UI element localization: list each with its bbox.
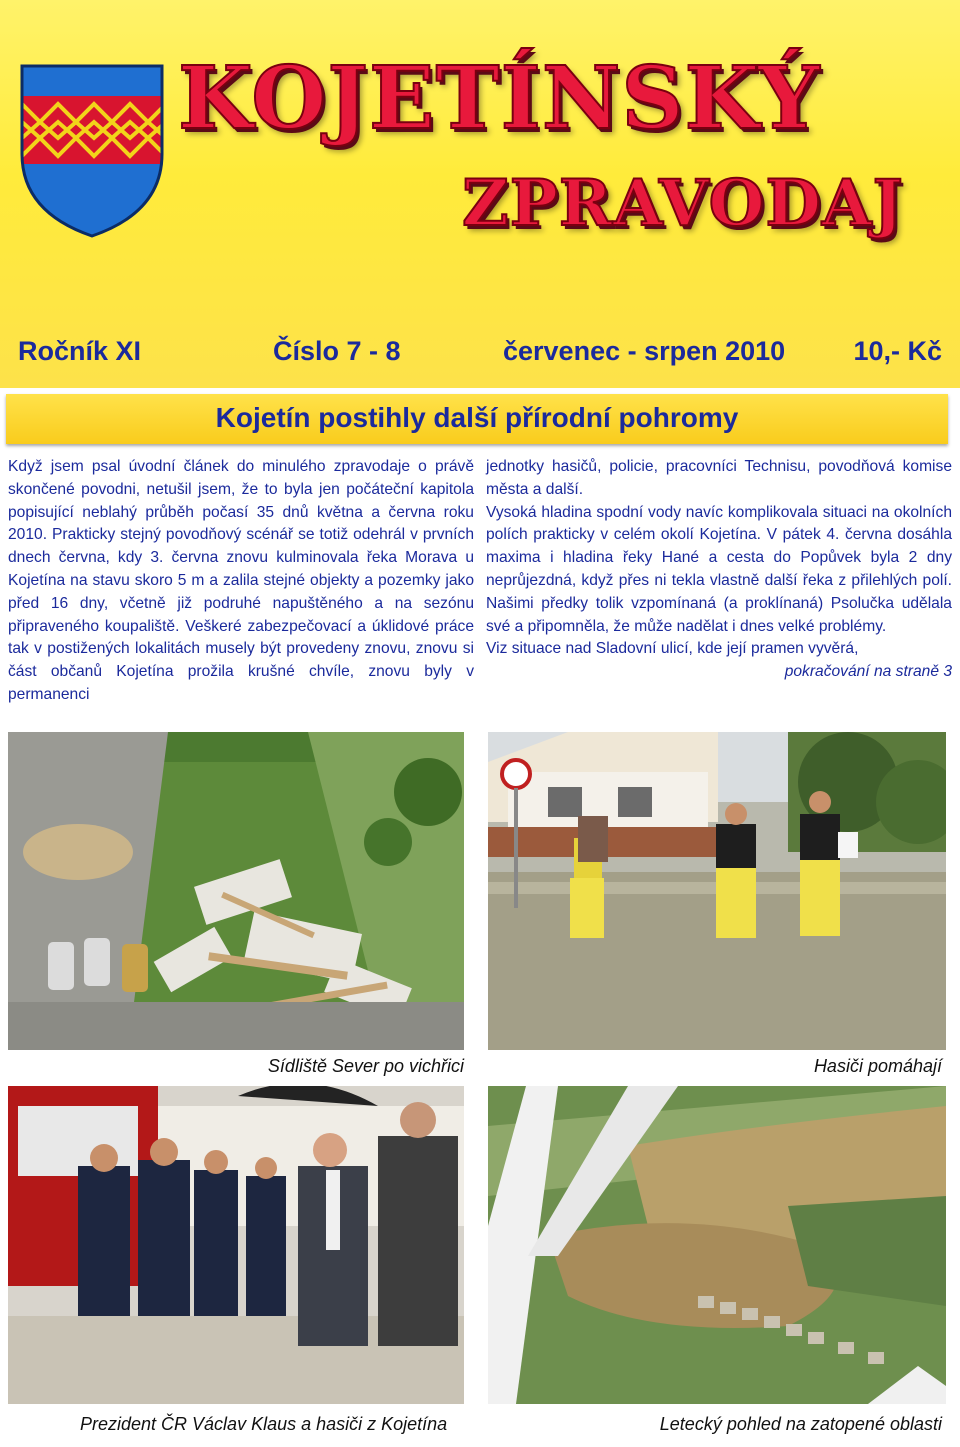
- headline-bar: [6, 394, 948, 444]
- newspaper-subtitle: ZPRAVODAJ: [462, 166, 904, 241]
- issue-info: [18, 336, 942, 376]
- aerial-flood-caption: Letecký pohled na zatopené oblasti: [659, 1414, 942, 1434]
- newspaper-title: KOJETÍNSKÝ: [178, 48, 821, 149]
- issue-number: Číslo 7 - 8: [273, 336, 401, 366]
- masthead: [0, 0, 960, 388]
- president-caption: Prezident ČR Václav Klaus a hasiči z Kojetína: [80, 1414, 448, 1434]
- firefighters-photo: [488, 732, 946, 1050]
- article-paragraph: Vysoká hladina spodní vody navíc komplikovala situaci na okolních polích prakticky v celém okolí Kojetína. V pátek 4. června dosáhla maxima i hladina řeky Hané a cesta do Popůvek byla 2 dny neprůjezdná, když přes ni tekla vlastně další řeka z přilehlých polí. Našimi předky tolik vzpomínaná (a proklínaná) Psolučka udělala své a připomněla, že může nadělat i dnes velké problémy.: [486, 503, 952, 635]
- article-column-right: [486, 456, 952, 684]
- article-column-left: Když jsem psal úvodní článek do minulého zpravodaje o právě skončené povodni, netušil jsem, že to byla jen počáteční kapitola popisující neblahý průběh počasí 35 dnů května a června roku 2010. Prakticky stejný povodňový scénář se totiž odehrál v prvních dnech června, kdy 3. června znovu kulminovala řeka Morava u Kojetína na stavu skoro 5 m a zalila stejné objekty a pozemky jako před 16 dny, včetně již podruhé napuštěného a na sezónu připraveného koupaliště. Veškeré zabezpečovací a úklidové práce tak v postižených lokalitách musely být provedeny znovu, znovu si část občanů Kojetína prožila krušné chvíle, znovu byly v permanenci: [8, 458, 474, 703]
- issue-price: 10,- Kč: [853, 336, 942, 366]
- wind-damage-caption: Sídliště Sever po vichřici: [267, 1056, 464, 1076]
- aerial-flood-photo: [488, 1086, 946, 1404]
- article-headline: Kojetín postihly další přírodní pohromy: [215, 402, 739, 433]
- president-photo: [8, 1086, 464, 1404]
- wind-damage-photo: [8, 732, 464, 1050]
- article-paragraph: Viz situace nad Sladovní ulicí, kde její pramen vyvěrá,: [486, 640, 859, 658]
- issue-volume: Ročník XI: [18, 336, 142, 366]
- continued-link[interactable]: pokračování na straně 3: [784, 663, 952, 681]
- issue-date: červenec - srpen 2010: [503, 336, 786, 366]
- firefighters-caption: Hasiči pomáhají: [813, 1056, 942, 1076]
- article-paragraph: jednotky hasičů, policie, pracovníci Technisu, povodňová komise města a další.: [486, 458, 952, 498]
- city-coat-of-arms-icon: [18, 62, 166, 240]
